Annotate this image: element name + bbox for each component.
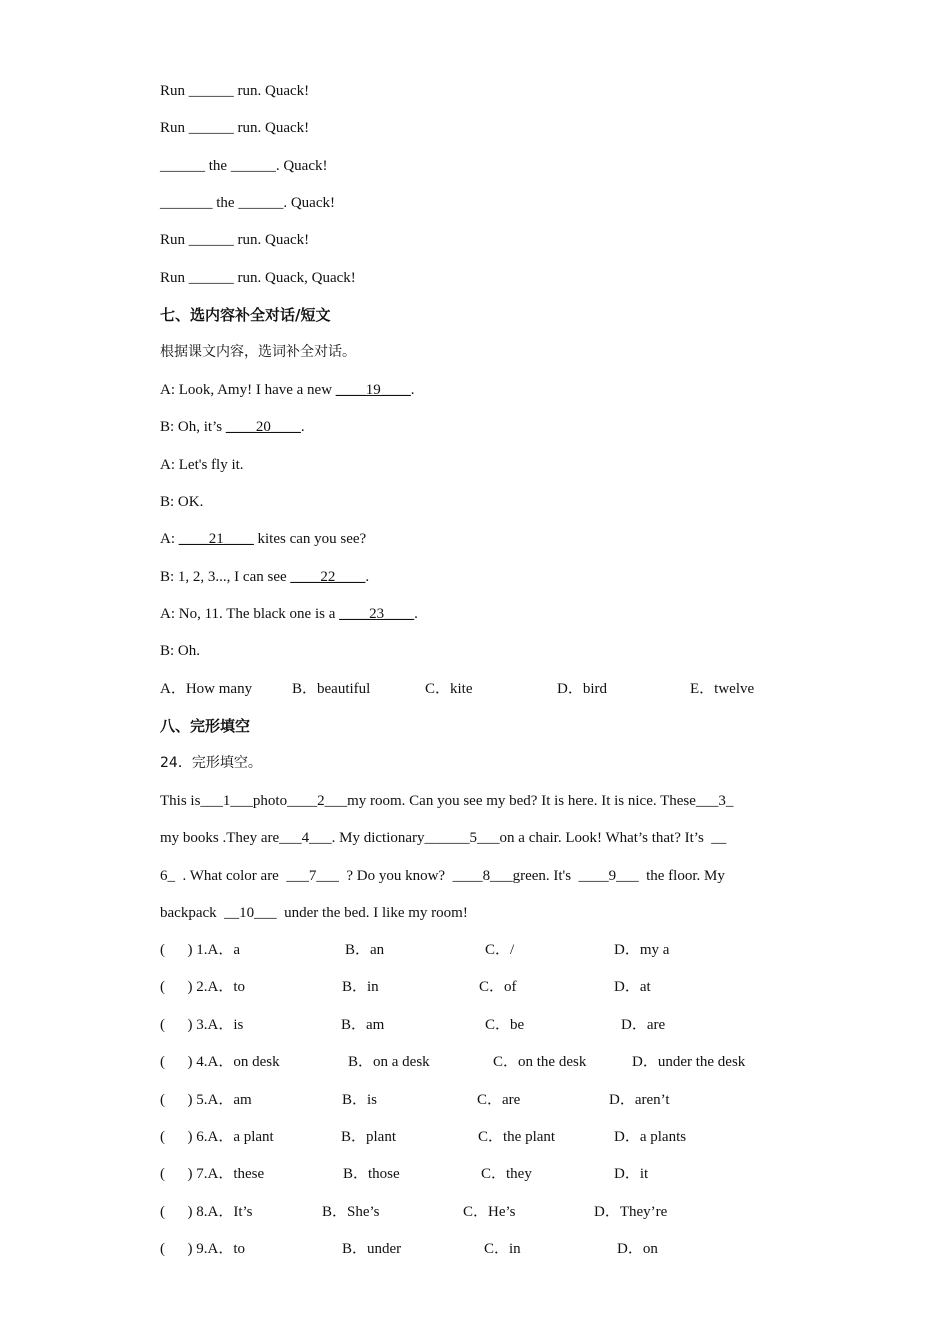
song-line: Run ______ run. Quack! (160, 232, 310, 248)
question-row-6-d: D．a plants (614, 1129, 687, 1145)
blank-20: ____20____ (225, 419, 301, 435)
dialogue-line: A: No, 11. The black one is a ____23____. (160, 606, 418, 622)
dialogue-line: B: Oh, it’s ____20____. (160, 419, 305, 435)
section-7-title: 七、选内容补全对话/短文 (160, 306, 331, 324)
question-row-5-b: B．is (342, 1092, 378, 1108)
question-24-title: 24．完形填空。 (160, 755, 262, 771)
question-row-4-c: C．on the desk (493, 1054, 587, 1070)
blank-23: ____23____ (339, 606, 415, 622)
question-row-9-c: C．in (484, 1241, 521, 1257)
question-row-2-c: C．of (479, 979, 517, 995)
dialogue-line: A: ____21____ kites can you see? (160, 531, 367, 547)
dialogue-line: A: Let's fly it. (160, 457, 244, 473)
question-row-8-c: C．He’s (463, 1204, 516, 1220)
dialogue-line: B: Oh. (160, 643, 201, 659)
passage-line: This is___1___photo____2___my room. Can you see my bed? It is here. It is nice. These___3_ (160, 793, 734, 809)
question-row-4-b: B．on a desk (348, 1054, 430, 1070)
blank-22: ____22____ (290, 569, 366, 585)
song-line: Run ______ run. Quack! (160, 83, 310, 99)
dialogue-line: B: OK. (160, 494, 204, 510)
dialogue-line: B: 1, 2, 3..., I can see ____22____. (160, 569, 370, 585)
question-row-3-c: C．be (485, 1017, 525, 1033)
song-line: Run ______ run. Quack, Quack! (160, 270, 356, 286)
question-row-5-c: C．are (477, 1092, 521, 1108)
question-row-8-b: B．She’s (322, 1204, 380, 1220)
question-row-1-d: D．my a (614, 942, 670, 958)
question-row-2-b: B．in (342, 979, 379, 995)
question-row-3-a: ( ) 3.A．is (160, 1017, 244, 1033)
question-row-2-a: ( ) 2.A．to (160, 979, 245, 995)
blank-21: ____21____ (178, 531, 254, 547)
question-row-6-b: B．plant (341, 1129, 396, 1145)
question-row-8-d: D．They’re (594, 1204, 668, 1220)
question-row-5-d: D．aren’t (609, 1092, 670, 1108)
question-row-7-b: B．those (343, 1166, 400, 1182)
option-d: D．bird (557, 681, 607, 697)
question-row-4-a: ( ) 4.A．on desk (160, 1054, 280, 1070)
song-line: ______ the ______. Quack! (160, 158, 328, 174)
question-row-7-c: C．they (481, 1166, 532, 1182)
question-row-6-c: C．the plant (478, 1129, 556, 1145)
passage-line: 6_ . What color are ___7___ ? Do you know? ____8___green. It's ____9___ the floor. My (160, 868, 725, 884)
question-row-9-a: ( ) 9.A．to (160, 1241, 245, 1257)
question-row-1-b: B．an (345, 942, 385, 958)
question-row-4-d: D．under the desk (632, 1054, 746, 1070)
question-row-3-b: B．am (341, 1017, 385, 1033)
song-line: Run ______ run. Quack! (160, 120, 310, 136)
dialogue-line: A: Look, Amy! I have a new ____19____. (160, 382, 415, 398)
question-row-7-a: ( ) 7.A．these (160, 1166, 265, 1182)
question-row-3-d: D．are (621, 1017, 666, 1033)
section-7-instruction: 根据课文内容，选词补全对话。 (160, 344, 356, 360)
option-e: E．twelve (690, 681, 755, 697)
question-row-9-d: D．on (617, 1241, 658, 1257)
question-row-7-d: D．it (614, 1166, 649, 1182)
question-row-1-a: ( ) 1.A．a (160, 942, 240, 958)
option-c: C．kite (425, 681, 473, 697)
question-row-8-a: ( ) 8.A．It’s (160, 1204, 253, 1220)
option-a: A．How many (160, 681, 253, 697)
question-row-5-a: ( ) 5.A．am (160, 1092, 252, 1108)
song-line: _______ the ______. Quack! (160, 195, 335, 211)
option-b: B．beautiful (292, 681, 371, 697)
passage-line: backpack __10___ under the bed. I like my room! (160, 905, 468, 921)
section-8-title: 八、完形填空 (160, 717, 251, 735)
question-row-2-d: D．at (614, 979, 651, 995)
question-row-1-c: C．/ (485, 942, 515, 958)
question-row-6-a: ( ) 6.A．a plant (160, 1129, 274, 1145)
question-row-9-b: B．under (342, 1241, 402, 1257)
blank-19: ____19____ (335, 382, 411, 398)
passage-line: my books .They are___4___. My dictionary______5___on a chair. Look! What’s that? It’s __ (160, 830, 727, 846)
